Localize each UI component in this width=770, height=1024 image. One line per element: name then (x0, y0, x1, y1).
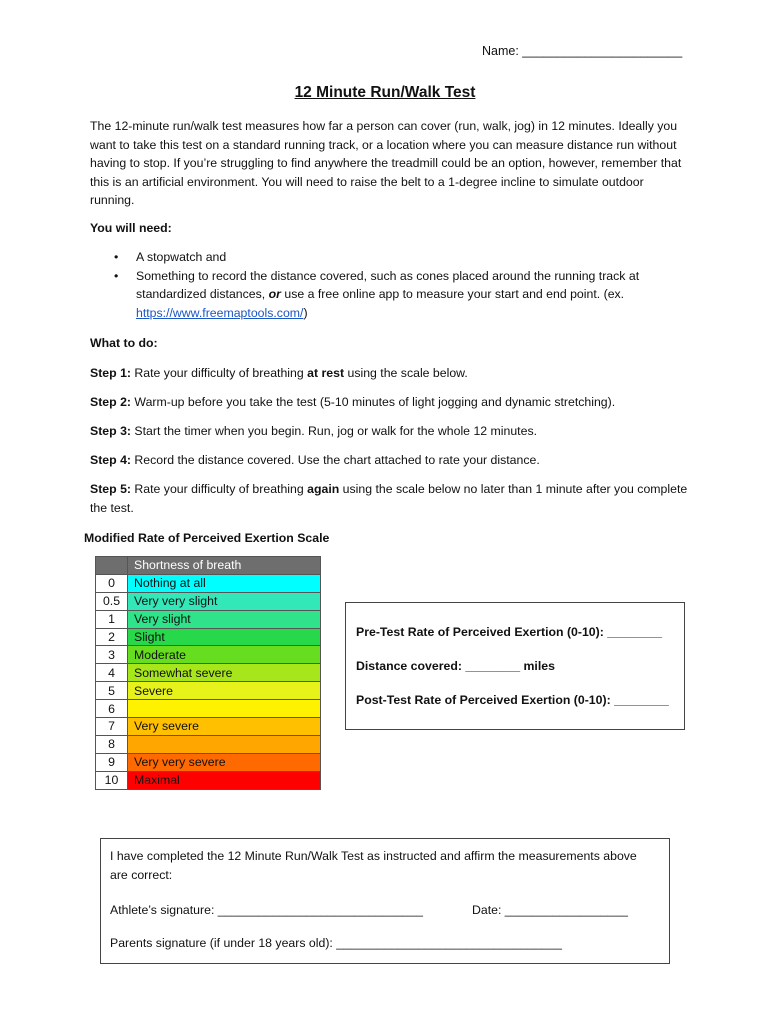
bullet-text: ) (303, 305, 308, 320)
post-test-rpe-field[interactable]: Post-Test Rate of Perceived Exertion (0-10): ________ (356, 693, 669, 707)
bullet-text: A stopwatch and (136, 250, 227, 264)
step-text: Start the timer when you begin. Run, jog or walk for the whole 12 minutes. (131, 424, 538, 438)
step-label: Step 4: (90, 453, 131, 467)
scale-number: 5 (96, 682, 128, 700)
step-3 (90, 422, 690, 441)
list-item (112, 267, 672, 323)
step-text: Warm-up before you take the test (5-10 minutes of light jogging and dynamic stretching). (131, 395, 616, 409)
name-field[interactable]: Name: _______________________ (482, 44, 683, 58)
scale-number: 9 (96, 753, 128, 771)
scale-number: 7 (96, 718, 128, 736)
step-text: Rate your difficulty of breathing (131, 482, 308, 496)
affirmation-statement: I have completed the 12 Minute Run/Walk Test as instructed and affirm the measurements above are correct: (110, 849, 637, 882)
scale-label (128, 700, 321, 718)
page-title: 12 Minute Run/Walk Test (294, 84, 476, 101)
results-box (345, 602, 685, 730)
table-row (96, 628, 321, 646)
step-label: Step 1: (90, 366, 131, 380)
step-emphasis: again (307, 482, 340, 496)
scale-number: 8 (96, 735, 128, 753)
step-4 (90, 451, 690, 470)
table-row (96, 592, 321, 610)
table-row (96, 682, 321, 700)
header-blank-cell (96, 557, 128, 575)
scale-label (128, 735, 321, 753)
pre-test-rpe-field[interactable]: Pre-Test Rate of Perceived Exertion (0-10): ________ (356, 625, 662, 639)
table-row (96, 771, 321, 789)
scale-title: Modified Rate of Perceived Exertion Scale (84, 531, 330, 545)
header-label: Shortness of breath (128, 557, 321, 575)
scale-label: Moderate (128, 646, 321, 664)
scale-number: 0 (96, 574, 128, 592)
step-5 (90, 480, 690, 517)
you-will-need-heading: You will need: (90, 221, 172, 235)
step-label: Step 3: (90, 424, 131, 438)
step-2 (90, 393, 690, 412)
table-header-row (96, 557, 321, 575)
affirmation-box (100, 838, 670, 964)
table-row (96, 574, 321, 592)
step-label: Step 2: (90, 395, 131, 409)
step-text: Record the distance covered. Use the chart attached to rate your distance. (131, 453, 540, 467)
scale-number: 6 (96, 700, 128, 718)
table-row (96, 610, 321, 628)
scale-label: Somewhat severe (128, 664, 321, 682)
scale-label: Very very severe (128, 753, 321, 771)
what-to-do-heading: What to do: (90, 336, 158, 350)
date-field[interactable]: Date: __________________ (472, 903, 628, 917)
freemaptools-link[interactable]: https://www.freemaptools.com/ (136, 305, 304, 320)
scale-label: Very slight (128, 610, 321, 628)
parent-signature-field[interactable]: Parents signature (if under 18 years old): _________________________________ (110, 936, 562, 950)
table-row (96, 646, 321, 664)
bullet-emphasis: or (268, 287, 281, 301)
scale-number: 0.5 (96, 592, 128, 610)
scale-number: 10 (96, 771, 128, 789)
equipment-list (112, 248, 672, 322)
scale-number: 1 (96, 610, 128, 628)
step-emphasis: at rest (307, 366, 345, 380)
table-row (96, 718, 321, 736)
scale-label: Maximal (128, 771, 321, 789)
bullet-text: use a free online app to measure your start and end point. (ex. (280, 287, 625, 301)
scale-label: Slight (128, 628, 321, 646)
scale-label: Very severe (128, 718, 321, 736)
table-row (96, 664, 321, 682)
step-1 (90, 364, 690, 383)
distance-field[interactable]: Distance covered: ________ miles (356, 659, 555, 673)
table-row (96, 700, 321, 718)
scale-number: 3 (96, 646, 128, 664)
table-row (96, 735, 321, 753)
step-text: using the scale below no later than 1 minute after you complete the test. (90, 482, 688, 515)
exertion-scale-table (95, 556, 321, 790)
step-text: using the scale below. (344, 366, 468, 380)
list-item (112, 248, 672, 267)
table-row (96, 753, 321, 771)
scale-number: 2 (96, 628, 128, 646)
scale-label: Very very slight (128, 592, 321, 610)
step-text: Rate your difficulty of breathing (131, 366, 308, 380)
scale-number: 4 (96, 664, 128, 682)
step-label: Step 5: (90, 482, 131, 496)
intro-paragraph: The 12-minute run/walk test measures how far a person can cover (run, walk, jog) in 12 minutes. Ideally you want to take this test on a standard running track, or a location where you can measure distance run without having to stop. If you’re struggling to find anywhere the treadmill could be an option, however, remember that this is an artificial environment. You will need to raise the belt to a 1-degree incline to simulate outdoor running. (90, 119, 682, 207)
scale-label: Nothing at all (128, 574, 321, 592)
bullet-text: Something to record the distance covered, such as cones placed around the running track at standardized distances, (136, 268, 640, 301)
scale-label: Severe (128, 682, 321, 700)
athlete-signature-field[interactable]: Athlete’s signature: ______________________________ (110, 903, 423, 917)
